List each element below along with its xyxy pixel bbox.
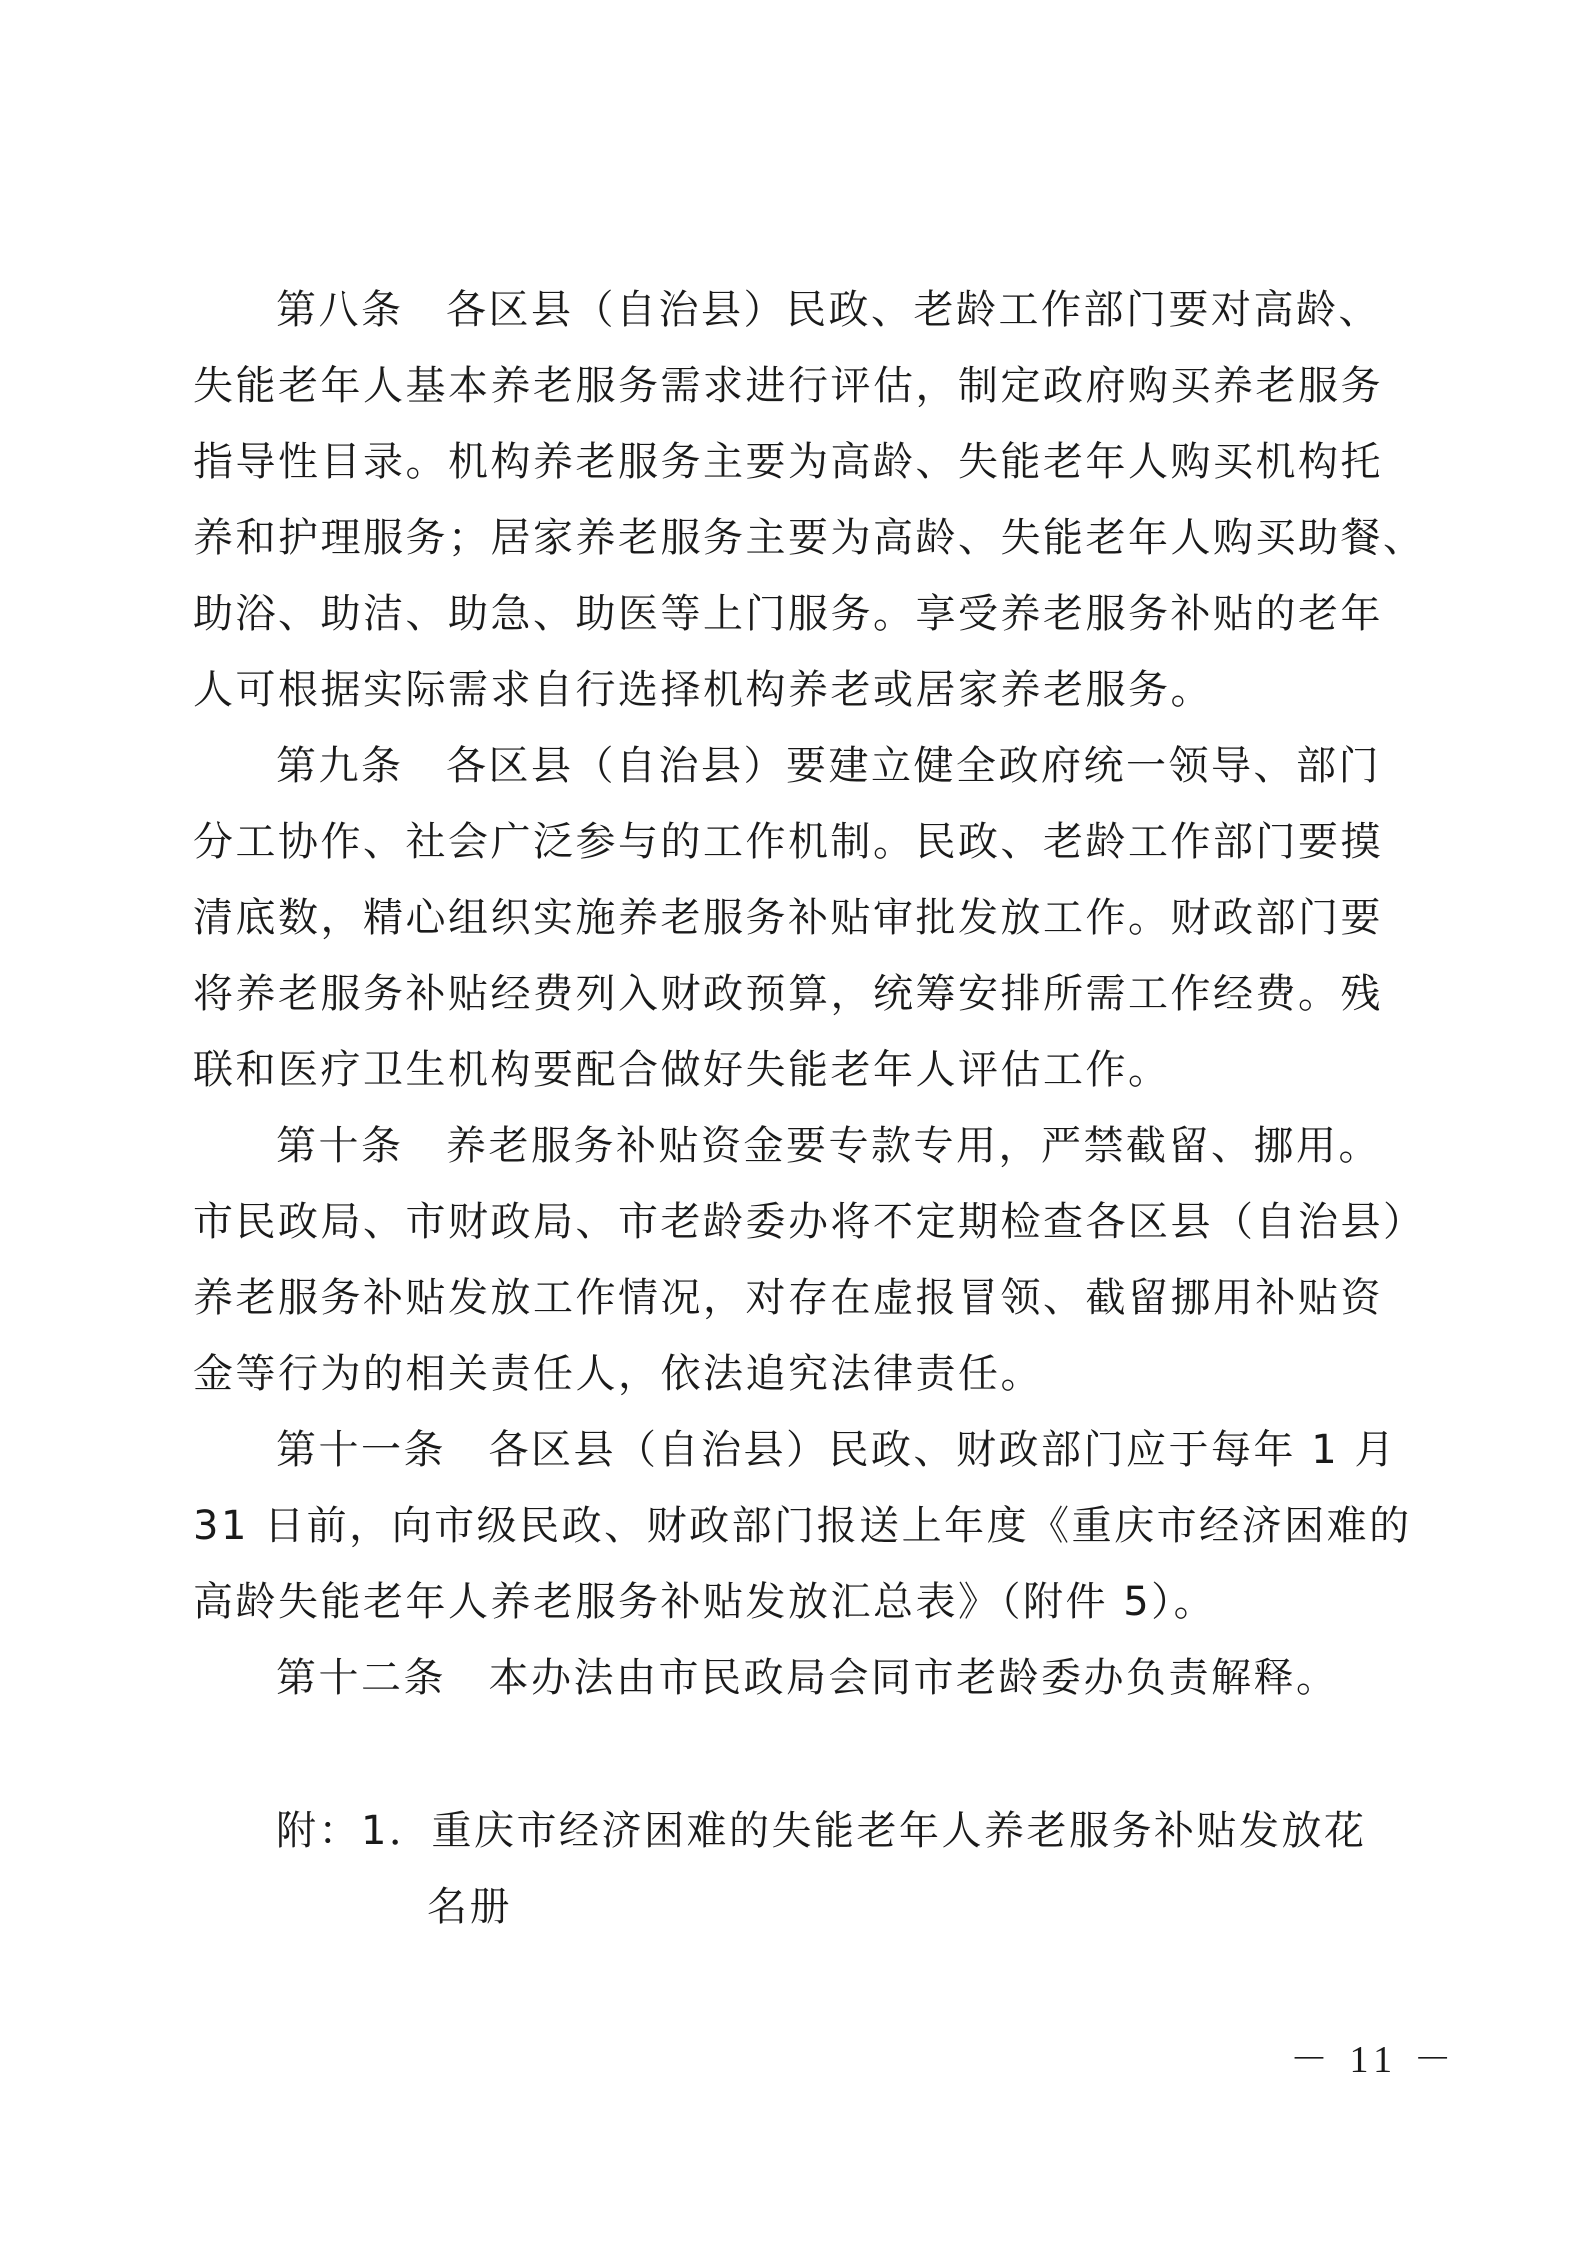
article-9-line-1: 第九条 各区县（自治县）要建立健全政府统一领导、部门 [276,743,1381,789]
article-9-line-3: 清底数，精心组织实施养老服务补贴审批发放工作。财政部门要 [193,895,1383,941]
article-10-line-1: 第十条 养老服务补贴资金要专款专用，严禁截留、挪用。 [276,1123,1381,1169]
article-11-line-2: 31 日前，向市级民政、财政部门报送上年度《重庆市经济困难的 [193,1503,1412,1549]
article-8-line-6: 人可根据实际需求自行选择机构养老或居家养老服务。 [193,667,1213,713]
article-12-line-1: 第十二条 本办法由市民政局会同市老龄委办负责解释。 [276,1655,1339,1701]
article-9-line-5: 联和医疗卫生机构要配合做好失能老年人评估工作。 [193,1047,1171,1093]
article-9-line-4: 将养老服务补贴经费列入财政预算，统筹安排所需工作经费。残 [193,971,1383,1017]
attachment-line-1: 附：1．重庆市经济困难的失能老年人养老服务补贴发放花 [276,1808,1367,1854]
article-8-line-3: 指导性目录。机构养老服务主要为高龄、失能老年人购买机构托 [193,439,1383,485]
article-10-line-4: 金等行为的相关责任人，依法追究法律责任。 [193,1351,1043,1397]
article-11-line-1: 第十一条 各区县（自治县）民政、财政部门应于每年 1 月 [276,1427,1397,1473]
article-8-line-4: 养和护理服务；居家养老服务主要为高龄、失能老年人购买助餐、 [193,515,1426,561]
article-8-line-5: 助浴、助洁、助急、助医等上门服务。享受养老服务补贴的老年 [193,591,1383,637]
article-8-line-2: 失能老年人基本养老服务需求进行评估，制定政府购买养老服务 [193,363,1383,409]
article-8-line-1: 第八条 各区县（自治县）民政、老龄工作部门要对高龄、 [276,287,1381,333]
article-10-line-2: 市民政局、市财政局、市老龄委办将不定期检查各区县（自治县） [193,1199,1426,1245]
article-10-line-3: 养老服务补贴发放工作情况，对存在虚报冒领、截留挪用补贴资 [193,1275,1383,1321]
article-11-line-3: 高龄失能老年人养老服务补贴发放汇总表》（附件 5）。 [193,1579,1217,1625]
article-9-line-2: 分工协作、社会广泛参与的工作机制。民政、老龄工作部门要摸 [193,819,1383,865]
page-number: － 11 － [1290,2039,1458,2081]
attachment-line-2: 名册 [427,1884,512,1930]
